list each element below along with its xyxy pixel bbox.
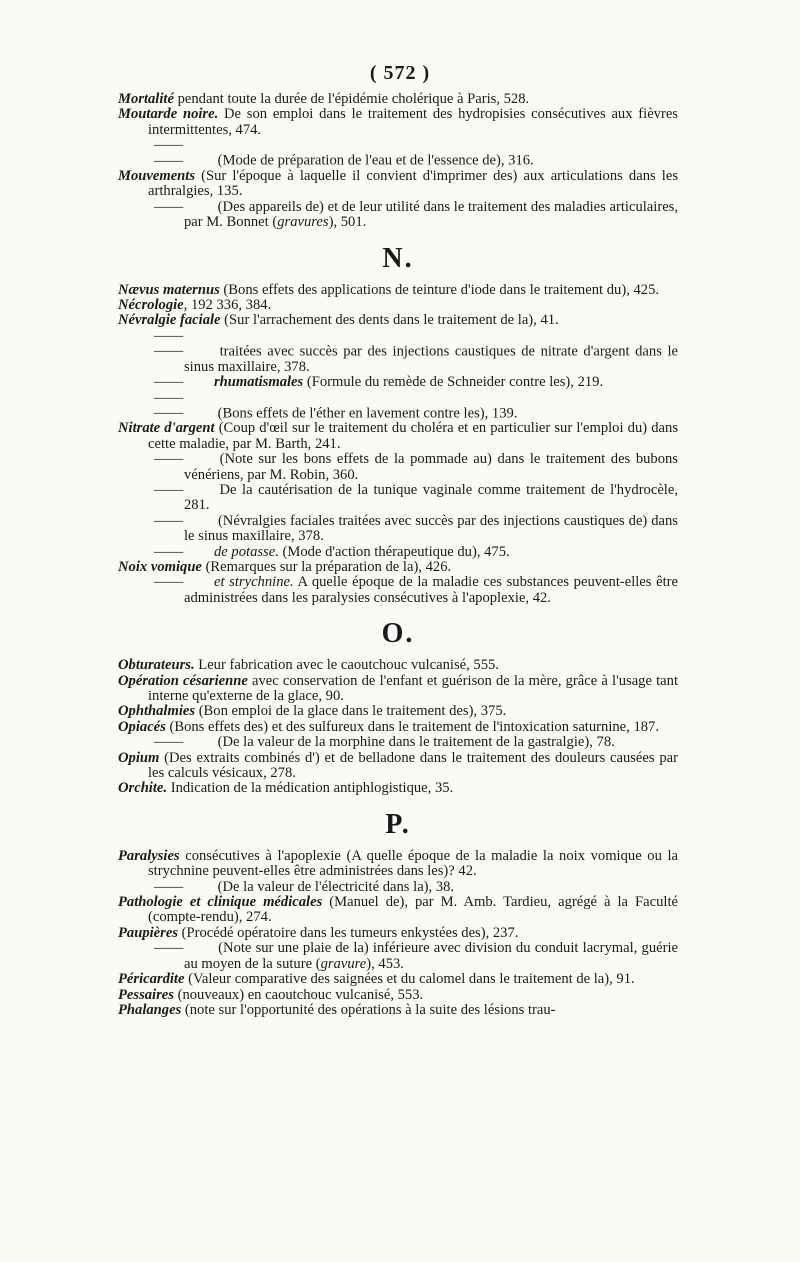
entry-text: (De la valeur de la morphine dans le traitement de la gastralgie), 78. <box>214 734 615 751</box>
entry-text: (De la valeur de l'électricité dans la), 38. <box>214 878 455 895</box>
entry-term: Moutarde noire. <box>118 106 219 123</box>
entry-text: De son emploi dans le traitement des hydropisies consécutives aux fièvres intermittentes, 474. <box>148 106 678 138</box>
entry-term: Pathologie et clinique médicales <box>118 894 323 911</box>
page-number: ( 572 ) <box>369 62 431 84</box>
index-entry <box>118 658 678 673</box>
index-subentry <box>118 735 678 750</box>
index-subentry <box>118 941 678 972</box>
index-entry <box>118 421 678 452</box>
entry-term: Pessaires <box>118 986 174 1003</box>
entry-text: Indication de la médication antiphlogistique, 35. <box>167 780 454 797</box>
entry-text: (Procédé opératoire dans les tumeurs enkystées des), 237. <box>178 924 519 941</box>
repeat-dash: —— <box>154 574 184 591</box>
index-entry <box>118 313 678 328</box>
repeat-dash: —— —— <box>154 137 184 169</box>
repeat-dash: —— —— <box>154 327 184 360</box>
repeat-dash: —— <box>154 451 184 468</box>
index-entry <box>118 988 678 1003</box>
index-entry <box>118 895 678 926</box>
entry-term: Mouvements <box>118 168 196 185</box>
index-entry <box>118 720 678 735</box>
index-entry <box>118 169 678 200</box>
index-entry <box>118 674 678 705</box>
index-entry <box>118 972 678 987</box>
index-entry <box>118 283 678 298</box>
index-entry <box>118 298 678 313</box>
entry-text: (Mode de préparation de l'eau et de l'essence de), 316. <box>214 152 534 169</box>
entry-text: pendant toute la durée de l'épidémie cholérique à Paris, 528. <box>173 91 530 107</box>
entry-text: consécutives à l'apoplexie (A quelle époque de la maladie la noix vomique ou la strychnine peuvent-elles être administrées dans les)? 42. <box>148 847 678 880</box>
entry-term: Nævus maternus <box>118 281 220 298</box>
entry-term: Noix vomique <box>118 558 202 575</box>
repeat-dash: —— <box>154 734 184 751</box>
index-subentry <box>118 514 678 545</box>
entry-term: Opium <box>118 749 160 766</box>
entry-text: (Des appareils de) et de leur utilité dans le traitement des maladies articulaires, par M. Bonnet ( <box>184 198 678 231</box>
index-entry <box>118 781 678 796</box>
entry-text: (Formule du remède de Schneider contre les), 219. <box>303 374 604 391</box>
index-subentry <box>118 200 678 231</box>
index-column <box>118 92 678 1018</box>
entry-term: rhumatismales <box>214 374 304 391</box>
index-entry <box>118 926 678 941</box>
repeat-dash: —— —— <box>154 389 184 421</box>
entry-italic: de potasse. <box>214 543 279 560</box>
entry-text: (Sur l'époque à laquelle il convient d'imprimer des) aux articulations dans les arthralgies, 135. <box>148 168 678 200</box>
index-subentry <box>118 483 678 514</box>
entry-text: (Note sur les bons effets de la pommade au) dans le traitement des bubons vénériens, par M. Robin, 360. <box>184 451 678 483</box>
entry-text: A quelle époque de la maladie ces substances peuvent-elles être administrées dans les paralysies consécutives à l'apoplexie, 42. <box>184 574 678 606</box>
repeat-dash: —— <box>154 198 184 215</box>
repeat-dash: —— <box>154 481 184 498</box>
index-subentry <box>118 452 678 483</box>
entry-term: Paralysies <box>118 847 180 864</box>
entry-text: Leur fabrication avec le caoutchouc vulcanisé, 555. <box>194 657 499 674</box>
index-entry <box>118 92 678 107</box>
entry-term: Nitrate d'argent <box>118 420 215 437</box>
entry-text: (Note sur une plaie de la) inférieure avec division du conduit lacrymal, guérie au moyen de la suture ( <box>184 940 678 972</box>
entry-text: avec conservation de l'enfant et guérison de la mère, grâce à l'usage tant interne qu'externe de la glace, 90. <box>148 672 678 704</box>
entry-text: (Névralgies faciales traitées avec succès par des injections caustiques de) dans le sinus maxillaire, 378. <box>184 512 678 545</box>
entry-italic: et strychnine. <box>214 574 294 591</box>
index-subentry <box>118 575 678 606</box>
index-entry <box>118 704 678 719</box>
entry-text: (nouveaux) en caoutchouc vulcanisé, 553. <box>173 986 424 1003</box>
entry-text: (Des extraits combinés d') et de belladone dans le traitement des douleurs causées par les calculs vésicaux, 278. <box>148 749 678 782</box>
entry-text: (Coup d'œil sur le traitement du choléra et en particulier sur l'emploi du) dans cette maladie, par M. Barth, 241. <box>148 420 678 452</box>
entry-text: , 192 336, 384. <box>183 297 272 314</box>
index-subentry <box>118 880 678 895</box>
index-subentry <box>118 329 678 375</box>
entry-text: ), 453. <box>366 955 404 972</box>
entry-text: (Bons effets des) et des sulfureux dans le traitement de l'intoxication saturnine, 187. <box>165 718 659 735</box>
entry-term: Opiacés <box>118 718 166 735</box>
entry-text: (Bon emploi de la glace dans le traitement des), 375. <box>195 703 507 720</box>
entry-term: Ophthalmies <box>118 703 196 720</box>
entry-text: (note sur l'opportunité des opérations à la suite des lésions trau- <box>181 1001 556 1018</box>
entry-term: Mortalité <box>118 91 174 107</box>
entry-term: Orchite. <box>118 780 168 797</box>
index-subentry <box>118 545 678 560</box>
entry-text: (Bons effets des applications de teinture d'iode dans le traitement du), 425. <box>219 281 660 298</box>
entry-text: (Bons effets de l'éther en lavement contre les), 139. <box>214 404 518 421</box>
repeat-dash: —— <box>154 512 184 529</box>
entry-text: (Sur l'arrachement des dents dans le traitement de la), 41. <box>220 312 559 329</box>
entry-italic: gravures <box>277 214 329 231</box>
repeat-dash: —— <box>154 543 184 560</box>
section-letter-o: O. <box>381 618 415 650</box>
entry-text: ), 501. <box>328 214 367 231</box>
entry-text: (Remarques sur la préparation de la), 426. <box>201 558 452 575</box>
index-subentry <box>118 138 678 169</box>
repeat-dash: —— <box>154 940 184 957</box>
section-letter-n: N. <box>382 242 414 274</box>
entry-text: traitées avec succès par des injections caustiques de nitrate d'argent dans le sinus maxillaire, 378. <box>184 343 678 375</box>
entry-term: Péricardite <box>118 971 185 988</box>
index-entry <box>118 751 678 782</box>
entry-text: De la cautérisation de la tunique vaginale comme traitement de l'hydrocèle, 281. <box>184 481 678 514</box>
entry-text: (Valeur comparative des saignées et du calomel dans le traitement de la), 91. <box>184 971 635 988</box>
repeat-dash: —— <box>154 878 184 895</box>
entry-term: Obturateurs. <box>118 657 195 674</box>
entry-term: Paupières <box>118 924 178 941</box>
entry-text: (Manuel de), par M. Amb. Tardieu, agrégé à la Faculté (compte-rendu), 274. <box>148 894 678 926</box>
repeat-dash: —— <box>154 374 184 391</box>
entry-term: Nécrologie <box>118 297 184 314</box>
entry-italic: gravure <box>320 955 367 972</box>
entry-term: Névralgie faciale <box>118 312 221 329</box>
entry-term: Opération césarienne <box>118 672 248 689</box>
index-entry <box>118 1003 678 1018</box>
entry-term: Phalanges <box>118 1001 182 1018</box>
index-subentry <box>118 375 678 390</box>
index-subentry <box>118 391 678 422</box>
index-entry <box>118 560 678 575</box>
index-entry <box>118 107 678 138</box>
index-entry <box>118 849 678 880</box>
section-letter-p: P. <box>385 808 411 840</box>
entry-text: (Mode d'action thérapeutique du), 475. <box>278 543 510 560</box>
